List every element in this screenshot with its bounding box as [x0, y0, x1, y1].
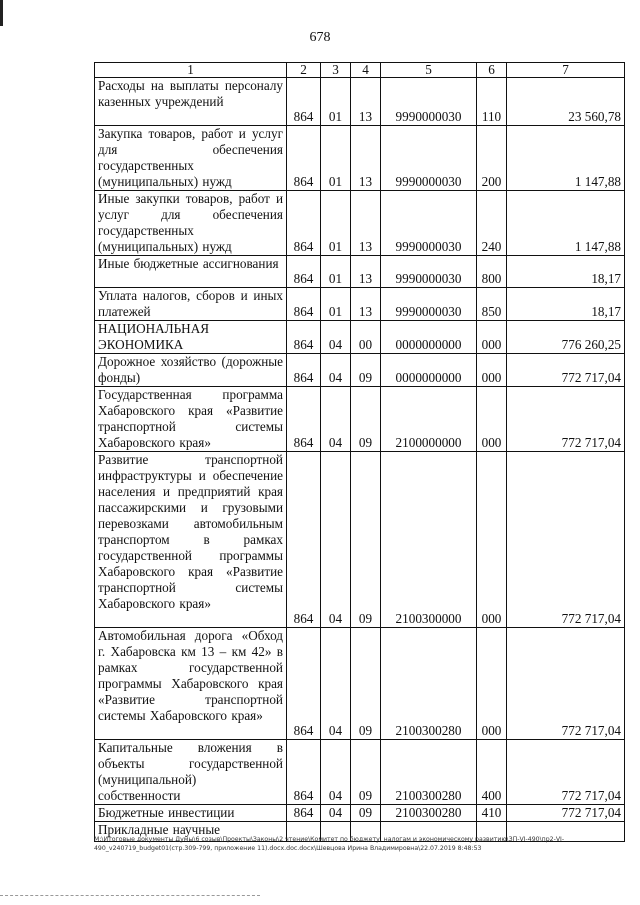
row-amount-cell: 772 717,04: [507, 452, 625, 628]
row-code-cell: 864: [287, 628, 321, 740]
table-row: [95, 256, 625, 288]
row-amount-cell: 772 717,04: [507, 354, 625, 387]
row-name-cell: Государственная программа Хабаровского края «Развитие транспортной системы Хабаровского края»: [95, 387, 287, 452]
header-col-2: 2: [287, 63, 321, 78]
row-amount-cell: 18,17: [507, 256, 625, 288]
header-col-7: 7: [507, 63, 625, 78]
table-row: [95, 387, 625, 452]
row-type-cell: 240: [477, 191, 507, 256]
row-section-cell: 04: [321, 740, 351, 805]
row-subsection-cell: 13: [351, 126, 381, 191]
row-type-cell: 000: [477, 387, 507, 452]
row-type-cell: 800: [477, 256, 507, 288]
row-type-cell: 410: [477, 805, 507, 822]
row-name-cell: Капитальные вложения в объекты государственной (муниципальной) собственности: [95, 740, 287, 805]
row-section-cell: 04: [321, 805, 351, 822]
row-code-cell: 864: [287, 191, 321, 256]
header-col-1: 1: [95, 63, 287, 78]
row-amount-cell: 772 717,04: [507, 628, 625, 740]
row-name-cell: Закупка товаров, работ и услуг для обеспечения государственных (муниципальных) нужд: [95, 126, 287, 191]
row-section-cell: 04: [321, 321, 351, 354]
row-subsection-cell: 13: [351, 288, 381, 321]
footer-line-1: М:\Итоговые документы Думы\6 созыв\Проекты\Законы\2 чтение\Комитет по бюджету, налогам и экономическому развитию\ЗП-VI-490\пр2-VI-: [94, 836, 565, 843]
row-subsection-cell: 09: [351, 628, 381, 740]
row-code-cell: 864: [287, 288, 321, 321]
row-name-cell: НАЦИОНАЛЬНАЯ ЭКОНОМИКА: [95, 321, 287, 354]
row-subsection-cell: 09: [351, 387, 381, 452]
row-target-cell: 9990000030: [381, 78, 477, 126]
row-subsection-cell: 13: [351, 191, 381, 256]
row-target-cell: 9990000030: [381, 288, 477, 321]
row-type-cell: 200: [477, 126, 507, 191]
row-name-cell: Прикладные научные: [95, 822, 287, 842]
row-section-cell: 01: [321, 288, 351, 321]
row-section-cell: 01: [321, 256, 351, 288]
row-amount-cell: 1 147,88: [507, 191, 625, 256]
row-amount-cell: 23 560,78: [507, 78, 625, 126]
footer-line-2: 490_v240719_budget01(стр.309-799, приложение 11).docx.doc.docx\Шевцова Ирина Владимировна\22.07.2019 8:48:53: [94, 844, 482, 852]
row-target-cell: 9990000030: [381, 191, 477, 256]
row-code-cell: 864: [287, 354, 321, 387]
row-code-cell: 864: [287, 740, 321, 805]
table-body: [95, 78, 625, 842]
header-col-3: 3: [321, 63, 351, 78]
row-name-cell: Иные закупки товаров, работ и услуг для обеспечения государственных (муниципальных) нужд: [95, 191, 287, 256]
row-code-cell: 864: [287, 321, 321, 354]
table-row: [95, 452, 625, 628]
row-amount-cell: 772 717,04: [507, 740, 625, 805]
table-row: [95, 321, 625, 354]
row-section-cell: 01: [321, 78, 351, 126]
row-subsection-cell: 09: [351, 740, 381, 805]
row-section-cell: 01: [321, 191, 351, 256]
row-target-cell: 2100300280: [381, 740, 477, 805]
row-name-cell: Иные бюджетные ассигнования: [95, 256, 287, 288]
row-target-cell: 2100300000: [381, 452, 477, 628]
row-type-cell: 000: [477, 354, 507, 387]
row-target-cell: 9990000030: [381, 256, 477, 288]
row-subsection-cell: 09: [351, 452, 381, 628]
table-row: [95, 628, 625, 740]
row-amount-cell: 772 717,04: [507, 387, 625, 452]
row-amount-cell: 1 147,88: [507, 126, 625, 191]
margin-mark: [0, 0, 3, 26]
row-section-cell: 01: [321, 126, 351, 191]
row-type-cell: 000: [477, 321, 507, 354]
budget-table: [94, 62, 625, 842]
row-section-cell: 04: [321, 354, 351, 387]
row-type-cell: 400: [477, 740, 507, 805]
row-type-cell: 850: [477, 288, 507, 321]
row-code-cell: 864: [287, 387, 321, 452]
row-target-cell: 0000000000: [381, 321, 477, 354]
row-code-cell: 864: [287, 256, 321, 288]
row-target-cell: 2100300280: [381, 805, 477, 822]
row-subsection-cell: 09: [351, 805, 381, 822]
row-subsection-cell: 13: [351, 78, 381, 126]
table-row: [95, 126, 625, 191]
row-section-cell: 04: [321, 452, 351, 628]
table-row: [95, 191, 625, 256]
header-col-4: 4: [351, 63, 381, 78]
row-section-cell: 04: [321, 387, 351, 452]
row-name-cell: Расходы на выплаты персоналу казенных учреждений: [95, 78, 287, 126]
row-code-cell: 864: [287, 126, 321, 191]
row-section-cell: 04: [321, 628, 351, 740]
table-header-row: [95, 63, 625, 78]
table-row: [95, 740, 625, 805]
row-code-cell: 864: [287, 805, 321, 822]
row-amount-cell: 776 260,25: [507, 321, 625, 354]
table-row: [95, 288, 625, 321]
row-target-cell: 9990000030: [381, 126, 477, 191]
row-type-cell: 110: [477, 78, 507, 126]
row-name-cell: Дорожное хозяйство (дорожные фонды): [95, 354, 287, 387]
row-amount-cell: 18,17: [507, 288, 625, 321]
table-row: [95, 78, 625, 126]
header-col-6: 6: [477, 63, 507, 78]
table-row: [95, 805, 625, 822]
bottom-rule: [0, 895, 260, 896]
row-name-cell: Развитие транспортной инфраструктуры и обеспечение населения и предприятий края пассажирскими и грузовыми перевозками автомобильным транспортом в рамках государственной программы Хабаровского края «Развитие транспортной системы Хабаровского края»: [95, 452, 287, 628]
row-type-cell: 000: [477, 452, 507, 628]
row-name-cell: Автомобильная дорога «Обход г. Хабаровска км 13 – км 42» в рамках государственной программы Хабаровского края «Развитие транспортной системы Хабаровского края»: [95, 628, 287, 740]
row-target-cell: 2100300280: [381, 628, 477, 740]
row-target-cell: 0000000000: [381, 354, 477, 387]
row-subsection-cell: 00: [351, 321, 381, 354]
row-target-cell: 2100000000: [381, 387, 477, 452]
header-col-5: 5: [381, 63, 477, 78]
row-subsection-cell: 13: [351, 256, 381, 288]
row-code-cell: 864: [287, 452, 321, 628]
row-name-cell: Уплата налогов, сборов и иных платежей: [95, 288, 287, 321]
row-name-cell: Бюджетные инвестиции: [95, 805, 287, 822]
row-code-cell: 864: [287, 78, 321, 126]
row-amount-cell: 772 717,04: [507, 805, 625, 822]
file-path-footer: [94, 836, 634, 853]
row-subsection-cell: 09: [351, 354, 381, 387]
page-number: 678: [309, 30, 331, 45]
table-row: [95, 354, 625, 387]
row-type-cell: 000: [477, 628, 507, 740]
